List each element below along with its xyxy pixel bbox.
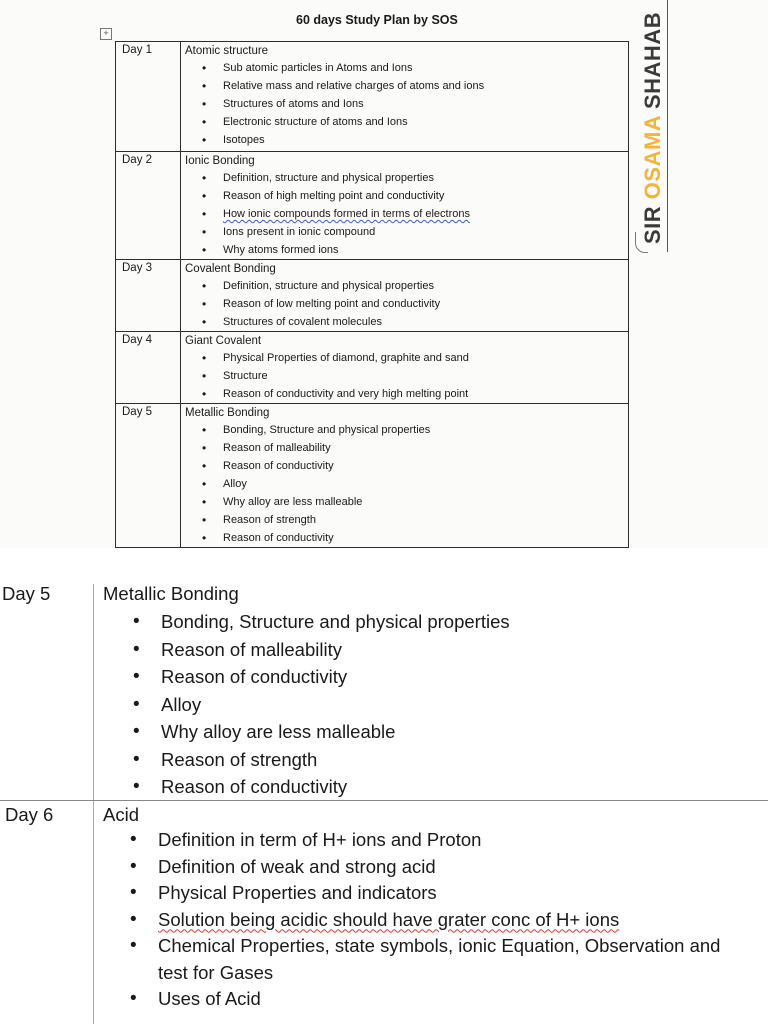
- day-cell: Day 2: [116, 152, 181, 260]
- stamp-curve-mark: [635, 232, 648, 253]
- day-label: Day 5: [2, 583, 51, 604]
- list-item: • Reason of conductivity: [223, 457, 628, 475]
- list-item: • Reason of conductivity and very high melting point: [223, 385, 628, 403]
- list-item: • Structure: [223, 367, 628, 385]
- day-cell: Day 3: [116, 260, 181, 332]
- day-cell: Day 5: [116, 404, 181, 548]
- document-title: 60 days Study Plan by SOS: [296, 13, 458, 27]
- topic-title: Covalent Bonding: [185, 263, 276, 275]
- list-item: [158, 907, 748, 934]
- list-item: • Relative mass and relative charges of atoms and ions: [223, 77, 628, 95]
- list-item: • Structures of atoms and Ions: [223, 95, 628, 113]
- list-item: • Physical Properties and indicators: [158, 880, 748, 907]
- topic-title: Metallic Bonding: [185, 407, 270, 419]
- list-item: • Why alloy are less malleable: [223, 493, 628, 511]
- topic-cell: [181, 152, 629, 260]
- list-item: • Why atoms formed ions: [223, 241, 628, 259]
- author-stamp: [638, 0, 668, 248]
- list-item: • Alloy: [161, 691, 510, 719]
- point-list: [185, 349, 628, 403]
- day-label: Day 6: [5, 804, 54, 825]
- table-row: [116, 260, 629, 332]
- list-item: • Reason of high melting point and conductivity: [223, 187, 628, 205]
- point-list: [161, 608, 510, 801]
- list-item: • Reason of conductivity: [223, 529, 628, 547]
- day-cell: Day 4: [116, 332, 181, 404]
- topic-cell: [181, 260, 629, 332]
- list-item: • Chemical Properties, state symbols, ionic Equation, Observation and test for Gases: [158, 933, 748, 986]
- point-list: [185, 169, 628, 259]
- topic-cell: [181, 332, 629, 404]
- list-item: • Why alloy are less malleable: [161, 718, 510, 746]
- point-list: [158, 827, 748, 1013]
- list-item: • Reason of malleability: [223, 439, 628, 457]
- list-item: • Reason of malleability: [161, 636, 510, 664]
- list-item: • Bonding, Structure and physical properties: [223, 421, 628, 439]
- list-item: • Uses of Acid: [158, 986, 748, 1013]
- stamp-divider-line: [667, 0, 668, 252]
- topic-title: Ionic Bonding: [185, 155, 255, 167]
- list-item: • Ions present in ionic compound: [223, 223, 628, 241]
- day-cell: Day 1: [116, 42, 181, 152]
- topic-title: Metallic Bonding: [103, 583, 239, 604]
- list-item: [223, 205, 628, 223]
- table-row: [116, 332, 629, 404]
- list-item: • Reason of strength: [161, 746, 510, 774]
- list-item: • Definition of weak and strong acid: [158, 854, 748, 881]
- list-item: • Structures of covalent molecules: [223, 313, 628, 331]
- list-item: • Definition, structure and physical properties: [223, 277, 628, 295]
- table-move-handle-icon[interactable]: +: [100, 28, 112, 40]
- point-list: [185, 421, 628, 547]
- list-item: • Isotopes: [223, 131, 628, 149]
- topic-title: Giant Covalent: [185, 335, 262, 347]
- list-item: • Electronic structure of atoms and Ions: [223, 113, 628, 131]
- list-item: • Reason of conductivity: [161, 663, 510, 691]
- point-list: [185, 277, 628, 331]
- column-divider-line: [93, 584, 94, 1024]
- spellcheck-text: How ionic compounds formed in terms of electrons: [223, 208, 470, 220]
- list-item: • Alloy: [223, 475, 628, 493]
- bottom-document-page: [0, 548, 768, 1024]
- topic-cell: [181, 404, 629, 548]
- table-row: [116, 42, 629, 152]
- topic-title: Acid: [103, 804, 139, 825]
- table-row: [116, 152, 629, 260]
- list-item: • Reason of conductivity: [161, 773, 510, 801]
- list-item: • Bonding, Structure and physical properties: [161, 608, 510, 636]
- list-item: • Physical Properties of diamond, graphite and sand: [223, 349, 628, 367]
- author-stamp-text: SIR OSAMA SHAHAB: [640, 11, 665, 244]
- topic-title: Atomic structure: [185, 45, 269, 57]
- topic-cell: [181, 42, 629, 152]
- point-list: [185, 59, 628, 149]
- list-item: • Definition, structure and physical properties: [223, 169, 628, 187]
- list-item: • Reason of low melting point and conductivity: [223, 295, 628, 313]
- list-item: • Reason of strength: [223, 511, 628, 529]
- table-row: [116, 404, 629, 548]
- spellcheck-text: Solution being acidic should have grater conc of H+ ions: [158, 908, 620, 930]
- study-plan-table: [115, 41, 629, 548]
- list-item: • Definition in term of H+ ions and Proton: [158, 827, 748, 854]
- list-item: • Sub atomic particles in Atoms and Ions: [223, 59, 628, 77]
